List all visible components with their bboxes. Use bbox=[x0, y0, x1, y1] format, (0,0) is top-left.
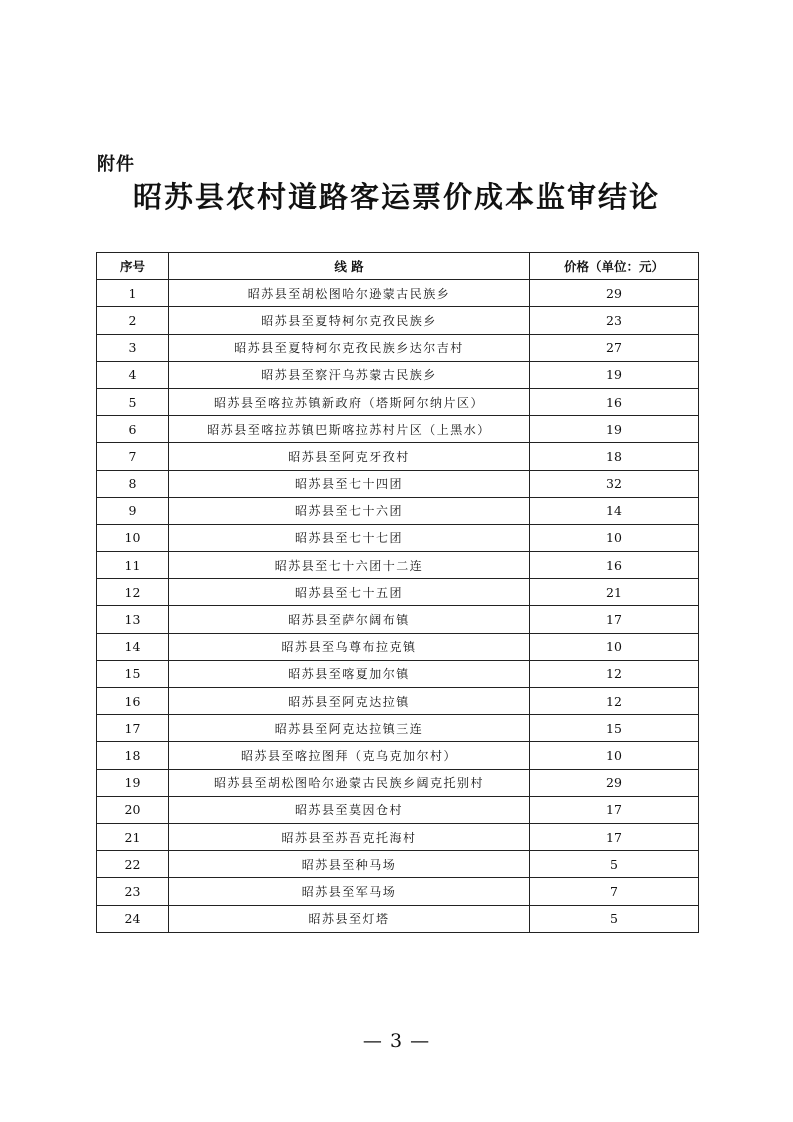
row-price-cell: 17 bbox=[530, 823, 699, 850]
header-seq: 序号 bbox=[97, 253, 169, 280]
row-price-cell: 5 bbox=[530, 851, 699, 878]
table-row bbox=[97, 280, 699, 307]
row-price-cell: 16 bbox=[530, 388, 699, 415]
row-route-cell: 昭苏县至苏吾克托海村 bbox=[169, 823, 530, 850]
table-row bbox=[97, 796, 699, 823]
row-seq-cell: 9 bbox=[97, 497, 169, 524]
row-seq-cell: 10 bbox=[97, 524, 169, 551]
row-route-cell: 昭苏县至阿克牙孜村 bbox=[169, 443, 530, 470]
row-seq-cell: 19 bbox=[97, 769, 169, 796]
row-price-cell: 29 bbox=[530, 769, 699, 796]
table-row bbox=[97, 552, 699, 579]
row-seq-cell: 4 bbox=[97, 361, 169, 388]
row-price-cell: 7 bbox=[530, 878, 699, 905]
row-price-cell: 14 bbox=[530, 497, 699, 524]
header-price: 价格（单位：元） bbox=[530, 253, 699, 280]
row-seq-cell: 13 bbox=[97, 606, 169, 633]
fare-table bbox=[96, 252, 699, 933]
row-price-cell: 27 bbox=[530, 334, 699, 361]
row-route-cell: 昭苏县至喀夏加尔镇 bbox=[169, 660, 530, 687]
row-price-cell: 12 bbox=[530, 688, 699, 715]
table-row bbox=[97, 878, 699, 905]
row-price-cell: 18 bbox=[530, 443, 699, 470]
table-row bbox=[97, 688, 699, 715]
row-seq-cell: 20 bbox=[97, 796, 169, 823]
document-title: 昭苏县农村道路客运票价成本监审结论 bbox=[132, 180, 660, 214]
table-row bbox=[97, 660, 699, 687]
row-route-cell: 昭苏县至七十五团 bbox=[169, 579, 530, 606]
row-route-cell: 昭苏县至七十七团 bbox=[169, 524, 530, 551]
table-row bbox=[97, 361, 699, 388]
table-row bbox=[97, 715, 699, 742]
row-route-cell: 昭苏县至萨尔阔布镇 bbox=[169, 606, 530, 633]
row-route-cell: 昭苏县至种马场 bbox=[169, 851, 530, 878]
row-route-cell: 昭苏县至七十四团 bbox=[169, 470, 530, 497]
row-seq-cell: 22 bbox=[97, 851, 169, 878]
row-route-cell: 昭苏县至乌尊布拉克镇 bbox=[169, 633, 530, 660]
row-seq-cell: 18 bbox=[97, 742, 169, 769]
row-route-cell: 昭苏县至七十六团十二连 bbox=[169, 552, 530, 579]
table-row bbox=[97, 334, 699, 361]
table-row bbox=[97, 388, 699, 415]
table-row bbox=[97, 606, 699, 633]
row-route-cell: 昭苏县至莫因仓村 bbox=[169, 796, 530, 823]
row-price-cell: 17 bbox=[530, 796, 699, 823]
row-seq-cell: 16 bbox=[97, 688, 169, 715]
row-seq-cell: 8 bbox=[97, 470, 169, 497]
row-route-cell: 昭苏县至喀拉苏镇新政府（塔斯阿尔纳片区） bbox=[169, 388, 530, 415]
table-row bbox=[97, 470, 699, 497]
row-price-cell: 19 bbox=[530, 416, 699, 443]
page-number: — 3 — bbox=[362, 1030, 431, 1052]
row-route-cell: 昭苏县至夏特柯尔克孜民族乡达尔吉村 bbox=[169, 334, 530, 361]
row-seq-cell: 1 bbox=[97, 280, 169, 307]
row-seq-cell: 3 bbox=[97, 334, 169, 361]
table-row bbox=[97, 524, 699, 551]
row-price-cell: 10 bbox=[530, 524, 699, 551]
table-body bbox=[97, 280, 699, 933]
table-row bbox=[97, 742, 699, 769]
row-seq-cell: 12 bbox=[97, 579, 169, 606]
table-row bbox=[97, 307, 699, 334]
header-route: 线 路 bbox=[169, 253, 530, 280]
row-seq-cell: 23 bbox=[97, 878, 169, 905]
table-row bbox=[97, 416, 699, 443]
row-price-cell: 5 bbox=[530, 905, 699, 932]
table-row bbox=[97, 851, 699, 878]
row-seq-cell: 14 bbox=[97, 633, 169, 660]
row-route-cell: 昭苏县至察汗乌苏蒙古民族乡 bbox=[169, 361, 530, 388]
table-row bbox=[97, 579, 699, 606]
row-seq-cell: 11 bbox=[97, 552, 169, 579]
table-row bbox=[97, 769, 699, 796]
row-route-cell: 昭苏县至阿克达拉镇三连 bbox=[169, 715, 530, 742]
row-price-cell: 17 bbox=[530, 606, 699, 633]
row-seq-cell: 17 bbox=[97, 715, 169, 742]
row-route-cell: 昭苏县至夏特柯尔克孜民族乡 bbox=[169, 307, 530, 334]
table-row bbox=[97, 905, 699, 932]
row-route-cell: 昭苏县至喀拉图拜（克乌克加尔村） bbox=[169, 742, 530, 769]
row-price-cell: 12 bbox=[530, 660, 699, 687]
table-row bbox=[97, 497, 699, 524]
table-row bbox=[97, 443, 699, 470]
row-route-cell: 昭苏县至喀拉苏镇巴斯喀拉苏村片区（上黑水） bbox=[169, 416, 530, 443]
attachment-label: 附件 bbox=[97, 154, 135, 175]
row-seq-cell: 2 bbox=[97, 307, 169, 334]
table-row bbox=[97, 823, 699, 850]
row-price-cell: 23 bbox=[530, 307, 699, 334]
row-seq-cell: 7 bbox=[97, 443, 169, 470]
row-price-cell: 19 bbox=[530, 361, 699, 388]
row-seq-cell: 15 bbox=[97, 660, 169, 687]
row-route-cell: 昭苏县至七十六团 bbox=[169, 497, 530, 524]
row-price-cell: 21 bbox=[530, 579, 699, 606]
row-seq-cell: 6 bbox=[97, 416, 169, 443]
row-route-cell: 昭苏县至阿克达拉镇 bbox=[169, 688, 530, 715]
row-seq-cell: 21 bbox=[97, 823, 169, 850]
row-route-cell: 昭苏县至灯塔 bbox=[169, 905, 530, 932]
row-route-cell: 昭苏县至军马场 bbox=[169, 878, 530, 905]
row-route-cell: 昭苏县至胡松图哈尔逊蒙古民族乡阔克托别村 bbox=[169, 769, 530, 796]
row-price-cell: 10 bbox=[530, 633, 699, 660]
row-price-cell: 16 bbox=[530, 552, 699, 579]
table-header-row bbox=[97, 253, 699, 280]
row-seq-cell: 24 bbox=[97, 905, 169, 932]
table-row bbox=[97, 633, 699, 660]
row-price-cell: 15 bbox=[530, 715, 699, 742]
row-price-cell: 32 bbox=[530, 470, 699, 497]
row-seq-cell: 5 bbox=[97, 388, 169, 415]
row-route-cell: 昭苏县至胡松图哈尔逊蒙古民族乡 bbox=[169, 280, 530, 307]
row-price-cell: 29 bbox=[530, 280, 699, 307]
row-price-cell: 10 bbox=[530, 742, 699, 769]
